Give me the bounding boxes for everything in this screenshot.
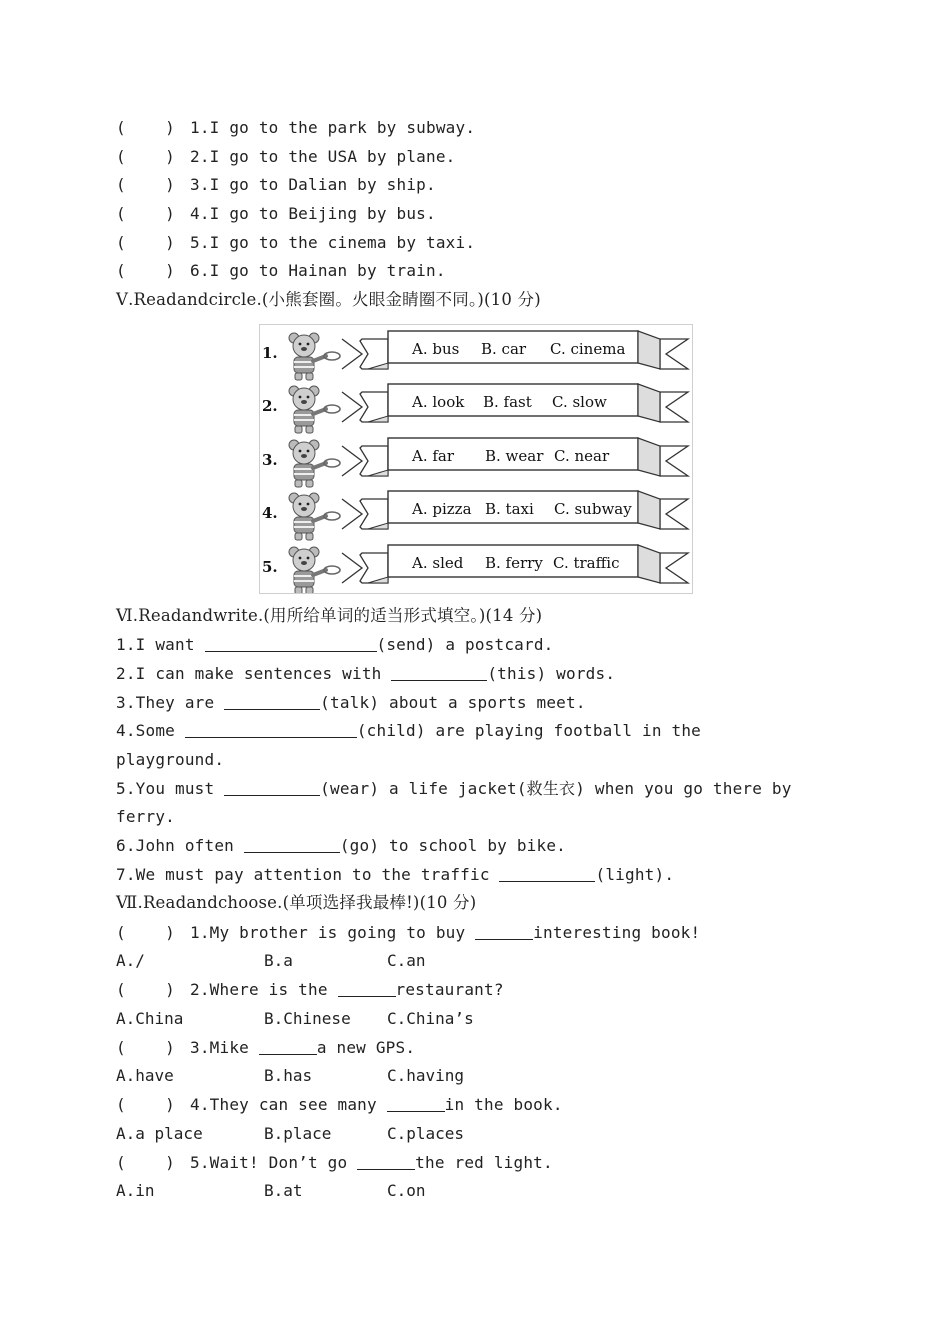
sec6-q1: 1.I want (send) a postcard. [116, 635, 554, 654]
sec4-item-3: ( ) 3.I go to Dalian by ship. [116, 172, 436, 198]
ring-toss-row-3 [262, 438, 688, 487]
option-a[interactable]: A.in [116, 1181, 155, 1200]
option-b[interactable]: B. car [481, 340, 527, 358]
row-number: 3. [262, 451, 278, 469]
answer-bracket[interactable]: ( ) [116, 980, 175, 999]
ring-toss-row-5 [262, 545, 688, 593]
sec4-item-5: ( ) 5.I go to the cinema by taxi. [116, 230, 475, 256]
row-number: 1. [262, 344, 278, 362]
sec7-q4: ( ) 4.They can see many in the book. [116, 1092, 563, 1118]
sec6-q3: 3.They are (talk) about a sports meet. [116, 693, 586, 712]
sec4-item-1: ( ) 1.I go to the park by subway. [116, 115, 475, 141]
option-c[interactable]: C.China’s [387, 1009, 474, 1028]
answer-bracket[interactable]: ( ) [116, 118, 175, 137]
section-5-heading: Ⅴ.Readandcircle.(小熊套圈。火眼金睛圈不同。)(10 分) [116, 290, 541, 309]
sec4-item-4: ( ) 4.I go to Beijing by bus. [116, 201, 436, 227]
fill-blank[interactable] [499, 864, 595, 882]
option-a[interactable]: A. look [412, 393, 465, 411]
bear-icon [289, 493, 340, 540]
row-number: 4. [262, 504, 278, 522]
fill-blank[interactable] [205, 634, 377, 652]
option-a[interactable]: A. bus [412, 340, 460, 358]
option-a[interactable]: A. pizza [412, 500, 472, 518]
fill-blank[interactable] [387, 1094, 445, 1112]
bear-icon [289, 386, 340, 433]
sec7-q1: ( ) 1.My brother is going to buy interesting book! [116, 920, 700, 946]
fill-blank[interactable] [357, 1152, 415, 1170]
option-a[interactable]: A./ [116, 951, 145, 970]
sec7-q2: ( ) 2.Where is the restaurant? [116, 977, 504, 1003]
section-6-heading: Ⅵ.Readandwrite.(用所给单词的适当形式填空。)(14 分) [116, 606, 543, 625]
option-b[interactable]: B.place [264, 1124, 332, 1143]
option-c[interactable]: C.an [387, 951, 426, 970]
bear-icon [289, 440, 340, 487]
answer-bracket[interactable]: ( ) [116, 1038, 175, 1057]
answer-bracket[interactable]: ( ) [116, 1153, 175, 1172]
answer-bracket[interactable]: ( ) [116, 175, 175, 194]
fill-blank[interactable] [338, 979, 396, 997]
row-number: 5. [262, 558, 278, 576]
fill-blank[interactable] [475, 922, 533, 940]
option-c[interactable]: C. slow [552, 393, 607, 411]
option-b[interactable]: B.has [264, 1066, 313, 1085]
option-a[interactable]: A. sled [412, 554, 464, 572]
answer-bracket[interactable]: ( ) [116, 1095, 175, 1114]
ring-toss-row-1 [262, 331, 688, 380]
sec4-item-2: ( ) 2.I go to the USA by plane. [116, 144, 456, 170]
sec6-q2: 2.I can make sentences with (this) words. [116, 664, 616, 683]
sec6-q5: 5.You must (wear) a life jacket(救生衣) when you go there by [116, 779, 792, 798]
sec6-q6: 6.John often (go) to school by bike. [116, 836, 566, 855]
option-b[interactable]: B. fast [483, 393, 532, 411]
option-b[interactable]: B.Chinese [264, 1009, 351, 1028]
fill-blank[interactable] [259, 1037, 317, 1055]
section-7-heading: Ⅶ.Readandchoose.(单项选择我最棒!)(10 分) [116, 893, 477, 912]
option-a[interactable]: A.have [116, 1066, 174, 1085]
option-c[interactable]: C. traffic [553, 554, 620, 572]
fill-blank[interactable] [391, 663, 487, 681]
option-c[interactable]: C.having [387, 1066, 465, 1085]
option-c[interactable]: C. cinema [550, 340, 626, 358]
sec7-q3: ( ) 3.Mike a new GPS. [116, 1035, 415, 1061]
option-b[interactable]: B. taxi [485, 500, 534, 518]
answer-bracket[interactable]: ( ) [116, 923, 175, 942]
sec6-q7: 7.We must pay attention to the traffic (light). [116, 865, 675, 884]
answer-bracket[interactable]: ( ) [116, 261, 175, 280]
option-b[interactable]: B. wear [485, 447, 544, 465]
option-b[interactable]: B.at [264, 1181, 303, 1200]
sec6-q4: 4.Some (child) are playing football in the [116, 721, 701, 740]
ring-toss-row-4 [262, 491, 688, 540]
fill-blank[interactable] [224, 692, 320, 710]
answer-bracket[interactable]: ( ) [116, 204, 175, 223]
ring-toss-row-2 [262, 384, 688, 433]
option-a[interactable]: A.China [116, 1009, 184, 1028]
bear-icon [289, 333, 340, 380]
sec6-q4-cont: playground. [116, 750, 225, 769]
fill-blank[interactable] [224, 778, 320, 796]
fill-blank[interactable] [244, 835, 340, 853]
option-c[interactable]: C. subway [554, 500, 632, 518]
answer-bracket[interactable]: ( ) [116, 147, 175, 166]
sec4-item-6: ( ) 6.I go to Hainan by train. [116, 258, 446, 284]
bear-icon [289, 547, 340, 593]
option-a[interactable]: A.a place [116, 1124, 203, 1143]
option-a[interactable]: A. far [412, 447, 455, 465]
answer-bracket[interactable]: ( ) [116, 233, 175, 252]
option-c[interactable]: C. near [554, 447, 610, 465]
sec7-q5: ( ) 5.Wait! Don’t go the red light. [116, 1150, 553, 1176]
option-b[interactable]: B. ferry [485, 554, 543, 572]
option-c[interactable]: C.places [387, 1124, 465, 1143]
sec6-q5-cont: ferry. [116, 807, 175, 826]
fill-blank[interactable] [185, 720, 357, 738]
row-number: 2. [262, 397, 278, 415]
option-b[interactable]: B.a [264, 951, 293, 970]
option-c[interactable]: C.on [387, 1181, 426, 1200]
ring-toss-figure [259, 324, 693, 594]
